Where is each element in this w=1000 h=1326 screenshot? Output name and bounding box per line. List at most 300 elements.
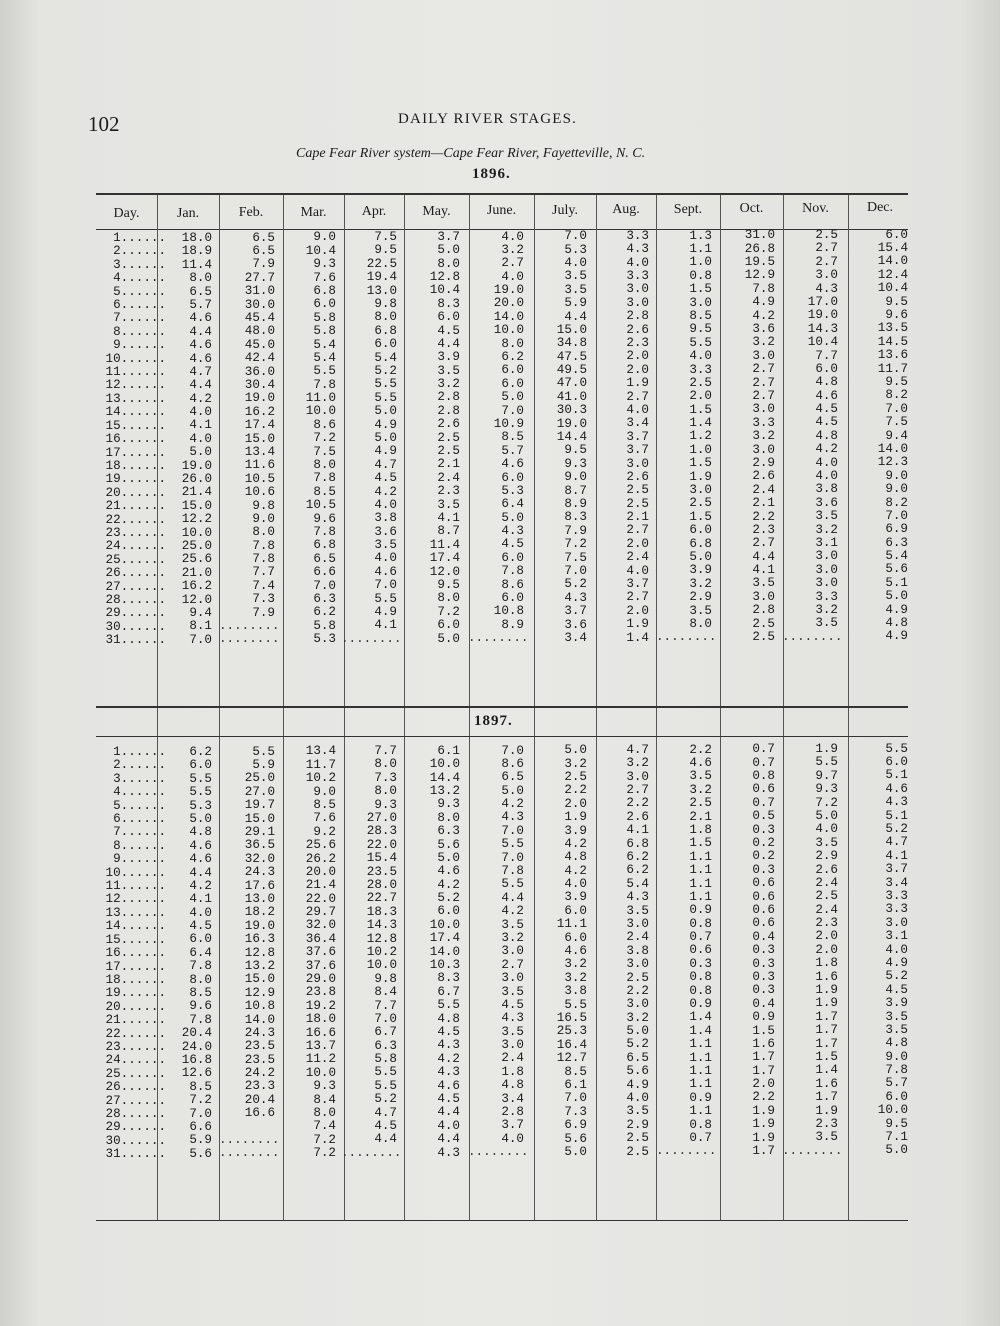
stage-cell: 3.3 bbox=[626, 269, 649, 284]
stage-cell: 14.5 bbox=[877, 334, 908, 349]
year-1896-heading: 1896. bbox=[472, 166, 511, 182]
stage-cell: 12.3 bbox=[877, 455, 908, 470]
stage-cell: 8.2 bbox=[885, 388, 908, 403]
stage-cell: 1.6 bbox=[815, 969, 838, 984]
stage-cell: 4.8 bbox=[189, 825, 212, 840]
month-column bbox=[593, 744, 649, 1159]
stage-cell: 4.2 bbox=[189, 878, 212, 893]
stage-cell: 1.9 bbox=[815, 983, 838, 998]
stage-cell: 2.9 bbox=[626, 1117, 649, 1132]
stage-cell: 7.2 bbox=[564, 537, 587, 552]
stage-cell: 1.4 bbox=[689, 1010, 712, 1025]
stage-cell: 4.2 bbox=[564, 863, 587, 878]
stage-cell: 25.3 bbox=[556, 1024, 587, 1039]
stage-cell: 5.5 bbox=[815, 755, 838, 770]
stage-cell: 1.9 bbox=[815, 742, 838, 756]
stage-cell: 8.6 bbox=[313, 417, 336, 432]
stage-cell: 10.9 bbox=[493, 416, 524, 431]
stage-cell: 3.4 bbox=[885, 875, 908, 890]
stage-cell: 5.2 bbox=[626, 1037, 649, 1052]
stage-cell: 6.0 bbox=[189, 758, 212, 773]
stage-cell: 6.0 bbox=[815, 361, 838, 376]
stage-cell: 10.8 bbox=[244, 999, 275, 1014]
stage-cell: 2.5 bbox=[815, 889, 838, 904]
day-label: 14...... bbox=[98, 919, 167, 934]
stage-cell: 7.0 bbox=[313, 578, 336, 593]
day-label: 30...... bbox=[98, 619, 167, 634]
stage-cell: 4.5 bbox=[501, 537, 524, 552]
stage-cell: 4.9 bbox=[374, 605, 397, 620]
stage-cell: 3.9 bbox=[689, 563, 712, 578]
stage-cell: 41.0 bbox=[556, 389, 587, 404]
stage-cell: 2.3 bbox=[752, 522, 775, 537]
stage-cell: 7.8 bbox=[313, 471, 336, 486]
stage-cell: 2.1 bbox=[752, 496, 775, 511]
stage-cell: 4.5 bbox=[885, 982, 908, 997]
stage-cell: 9.5 bbox=[885, 1116, 908, 1131]
stage-cell: 0.2 bbox=[752, 849, 775, 864]
stage-cell: 15.0 bbox=[244, 811, 275, 826]
stage-cell: 8.5 bbox=[189, 1079, 212, 1094]
stage-cell: 5.0 bbox=[501, 783, 524, 798]
stage-cell: 9.3 bbox=[815, 782, 838, 797]
stage-cell: 12.8 bbox=[366, 931, 397, 946]
day-label: 12...... bbox=[98, 892, 167, 907]
stage-cell: 6.0 bbox=[501, 550, 524, 565]
day-label: 2...... bbox=[98, 244, 167, 259]
stage-cell: 6.0 bbox=[885, 227, 908, 242]
stage-cell: 8.0 bbox=[437, 256, 460, 271]
stage-cell: 5.0 bbox=[885, 589, 908, 604]
stage-cell: 4.0 bbox=[501, 229, 524, 244]
stage-cell: 4.6 bbox=[374, 564, 397, 579]
stage-cell: 5.0 bbox=[564, 1144, 587, 1159]
stage-cell: 4.2 bbox=[752, 308, 775, 323]
stage-cell: 3.5 bbox=[752, 576, 775, 591]
stage-cell: 11.4 bbox=[429, 537, 460, 552]
stage-cell: 1.1 bbox=[689, 889, 712, 904]
header-jan: Jan. bbox=[176, 205, 200, 221]
stage-cell: 37.6 bbox=[305, 958, 336, 973]
stage-cell: 3.0 bbox=[885, 915, 908, 930]
month-column bbox=[404, 231, 460, 646]
stage-cell: 3.0 bbox=[815, 562, 838, 577]
stage-cell: 3.6 bbox=[374, 524, 397, 539]
stage-cell: 19.0 bbox=[244, 918, 275, 933]
stage-cell: 4.6 bbox=[885, 781, 908, 796]
stage-cell: 6.5 bbox=[252, 230, 275, 245]
month-column bbox=[531, 230, 587, 645]
stage-cell: 4.5 bbox=[437, 323, 460, 338]
stage-cell: 5.4 bbox=[313, 337, 336, 352]
stage-cell: 7.2 bbox=[815, 795, 838, 810]
stage-cell: 4.9 bbox=[374, 417, 397, 432]
stage-cell: 4.5 bbox=[374, 471, 397, 486]
stage-cell: 1.5 bbox=[752, 1023, 775, 1038]
stage-cell: 34.8 bbox=[556, 336, 587, 351]
stage-cell: 2.2 bbox=[752, 509, 775, 524]
stage-cell: 1.9 bbox=[752, 1103, 775, 1118]
stage-cell: 4.3 bbox=[437, 1038, 460, 1053]
stage-cell: 0.7 bbox=[752, 795, 775, 810]
stage-cell: 19.0 bbox=[807, 308, 838, 323]
stage-cell: 2.7 bbox=[626, 783, 649, 798]
header-mar: Mar. bbox=[300, 204, 327, 220]
stage-cell: 4.6 bbox=[189, 338, 212, 353]
stage-cell: 5.4 bbox=[626, 876, 649, 891]
stage-cell: 17.4 bbox=[244, 418, 275, 433]
day-label: 20...... bbox=[98, 485, 167, 500]
day-label: 18...... bbox=[98, 972, 167, 987]
stage-cell: 2.3 bbox=[626, 336, 649, 351]
stage-cell: 3.5 bbox=[626, 903, 649, 918]
stage-cell: 4.0 bbox=[626, 402, 649, 417]
stage-cell: 2.4 bbox=[815, 875, 838, 890]
day-label: 7...... bbox=[98, 825, 167, 840]
stage-cell: 4.6 bbox=[564, 944, 587, 959]
stage-cell: 2.0 bbox=[815, 942, 838, 957]
stage-cell: 4.3 bbox=[885, 795, 908, 810]
stage-cell: 4.7 bbox=[374, 1105, 397, 1120]
stage-cell: 4.4 bbox=[437, 1132, 460, 1147]
stage-cell: 3.6 bbox=[752, 322, 775, 337]
stage-cell: 4.8 bbox=[564, 850, 587, 865]
stage-cell: 7.9 bbox=[252, 257, 275, 272]
stage-cell: 4.8 bbox=[437, 1011, 460, 1026]
stage-cell: 5.5 bbox=[313, 364, 336, 379]
stage-cell: 9.8 bbox=[252, 498, 275, 513]
stage-cell: 8.7 bbox=[437, 524, 460, 539]
stage-cell: 5.5 bbox=[374, 1065, 397, 1080]
stage-cell: 11.7 bbox=[877, 361, 908, 376]
stage-cell: 4.0 bbox=[501, 1131, 524, 1146]
stage-cell: 4.6 bbox=[689, 755, 712, 770]
stage-cell: 2.0 bbox=[815, 929, 838, 944]
stage-cell: 7.0 bbox=[564, 229, 587, 244]
stage-cell: 5.9 bbox=[564, 296, 587, 311]
stage-cell: 1.5 bbox=[689, 456, 712, 471]
stage-cell: 4.4 bbox=[501, 890, 524, 905]
stage-cell: 6.3 bbox=[374, 1038, 397, 1053]
stage-cell: 9.6 bbox=[189, 999, 212, 1014]
month-column bbox=[219, 744, 280, 1161]
header-oct: Oct. bbox=[739, 201, 764, 216]
stage-cell: 6.0 bbox=[564, 930, 587, 945]
stage-cell: 2.7 bbox=[752, 388, 775, 403]
stage-cell: 4.1 bbox=[626, 823, 649, 838]
stage-cell: 7.0 bbox=[189, 632, 212, 647]
day-label: 2...... bbox=[98, 758, 167, 773]
stage-cell: 19.0 bbox=[244, 391, 275, 406]
stage-cell: 19.0 bbox=[556, 416, 587, 431]
month-column bbox=[280, 231, 336, 646]
stage-cell: 6.4 bbox=[501, 497, 524, 512]
stage-cell: 4.5 bbox=[374, 1119, 397, 1134]
stage-cell: 7.5 bbox=[564, 550, 587, 565]
stage-cell: 47.0 bbox=[556, 376, 587, 391]
stage-cell: 3.0 bbox=[815, 268, 838, 283]
stage-cell: 0.6 bbox=[752, 782, 775, 797]
stage-cell: 11.4 bbox=[181, 257, 212, 272]
stage-cell: 5.8 bbox=[313, 310, 336, 325]
stage-cell: 5.5 bbox=[374, 377, 397, 392]
stage-cell: 4.4 bbox=[437, 1105, 460, 1120]
stage-cell: 16.2 bbox=[181, 579, 212, 594]
stage-cell: 5.5 bbox=[374, 591, 397, 606]
stage-cell: 20.4 bbox=[244, 1092, 275, 1107]
stage-cell: 2.6 bbox=[437, 417, 460, 432]
stage-cell: 48.0 bbox=[244, 324, 275, 339]
stage-cell: 4.2 bbox=[501, 797, 524, 812]
stage-cell: 4.1 bbox=[752, 563, 775, 578]
stage-cell: 2.5 bbox=[626, 970, 649, 985]
header-july: July. bbox=[552, 202, 578, 218]
stage-cell: 2.0 bbox=[564, 796, 587, 811]
stage-cell: 4.1 bbox=[437, 511, 460, 525]
stage-cell: 7.3 bbox=[564, 1104, 587, 1119]
stage-cell: 3.8 bbox=[815, 482, 838, 497]
stage-cell: 3.7 bbox=[564, 604, 587, 619]
stage-cell: 4.3 bbox=[815, 281, 838, 296]
stage-cell: 7.5 bbox=[374, 230, 397, 245]
stage-cell: 3.0 bbox=[626, 769, 649, 784]
stage-cell: 7.5 bbox=[313, 444, 336, 459]
stage-cell: 4.6 bbox=[189, 351, 212, 366]
stage-cell: 1.0 bbox=[689, 442, 712, 457]
month-column bbox=[782, 228, 843, 644]
stage-cell: 8.4 bbox=[374, 985, 397, 1000]
stage-cell: 4.2 bbox=[374, 484, 397, 499]
stage-cell: 4.0 bbox=[626, 1091, 649, 1106]
running-head: DAILY RIVER STAGES. bbox=[398, 111, 578, 127]
stage-cell: 0.8 bbox=[689, 983, 712, 998]
stage-cell: 4.9 bbox=[885, 955, 908, 970]
stage-cell: 2.4 bbox=[626, 930, 649, 945]
day-label: 8...... bbox=[98, 838, 167, 853]
stage-cell: 7.2 bbox=[313, 1146, 336, 1161]
stage-cell: 10.5 bbox=[305, 498, 336, 513]
stage-cell: 10.0 bbox=[305, 404, 336, 419]
stage-cell: 5.5 bbox=[689, 335, 712, 350]
stage-cell: 2.8 bbox=[752, 603, 775, 618]
day-label: 24...... bbox=[98, 1053, 167, 1068]
stage-cell: 0.4 bbox=[752, 996, 775, 1011]
stage-cell: 3.0 bbox=[626, 997, 649, 1012]
stage-cell: 1.1 bbox=[689, 241, 712, 256]
stage-cell: 3.8 bbox=[374, 511, 397, 526]
stage-cell: 4.5 bbox=[501, 997, 524, 1012]
month-column bbox=[782, 742, 843, 1158]
stage-cell: 5.5 bbox=[437, 998, 460, 1013]
day-label: 21...... bbox=[98, 1013, 167, 1028]
stage-cell: 9.5 bbox=[564, 443, 587, 458]
stage-cell: 9.0 bbox=[252, 511, 275, 526]
stage-cell: 3.2 bbox=[501, 242, 524, 257]
stage-cell: 22.5 bbox=[366, 256, 397, 271]
stage-cell: 5.5 bbox=[885, 741, 908, 756]
stage-cell: 4.8 bbox=[501, 1078, 524, 1093]
stage-cell: 16.3 bbox=[244, 932, 275, 947]
stage-cell: 4.6 bbox=[437, 864, 460, 879]
stage-cell: 1.9 bbox=[689, 469, 712, 484]
stage-cell: 2.8 bbox=[626, 309, 649, 324]
day-label: 4...... bbox=[98, 785, 167, 800]
stage-cell: 3.5 bbox=[689, 603, 712, 618]
month-column bbox=[852, 743, 908, 1158]
stage-cell: 5.6 bbox=[885, 562, 908, 577]
stage-cell: ........ bbox=[341, 1145, 402, 1160]
stage-cell: 2.2 bbox=[752, 1090, 775, 1105]
stage-cell: 3.0 bbox=[501, 971, 524, 986]
day-label: 24...... bbox=[98, 539, 167, 554]
stage-cell: 36.5 bbox=[244, 838, 275, 853]
stage-cell: 3.2 bbox=[564, 957, 587, 972]
stage-cell: 5.1 bbox=[885, 768, 908, 783]
stage-cell: 1.0 bbox=[689, 255, 712, 270]
month-column bbox=[280, 745, 336, 1160]
stage-cell: 4.5 bbox=[815, 402, 838, 417]
stage-cell: 9.0 bbox=[564, 470, 587, 485]
header-apr: Apr. bbox=[361, 204, 387, 219]
stage-cell: 2.5 bbox=[564, 769, 587, 784]
stage-cell: 3.1 bbox=[885, 929, 908, 944]
stage-cell: 7.5 bbox=[885, 415, 908, 430]
stage-cell: 10.4 bbox=[305, 243, 336, 258]
stage-cell: 10.8 bbox=[493, 604, 524, 619]
stage-cell: 2.5 bbox=[689, 496, 712, 511]
stage-cell: 1.9 bbox=[752, 1117, 775, 1132]
stage-cell: 19.0 bbox=[493, 283, 524, 298]
stage-cell: 6.0 bbox=[501, 591, 524, 606]
stage-cell: 8.0 bbox=[313, 458, 336, 473]
stage-cell: 1.4 bbox=[626, 630, 649, 645]
stage-cell: 4.0 bbox=[815, 455, 838, 470]
month-column bbox=[404, 745, 460, 1160]
stage-cell: 8.0 bbox=[374, 757, 397, 772]
stage-cell: 13.2 bbox=[244, 958, 275, 973]
stage-cell: 9.6 bbox=[885, 308, 908, 323]
stage-cell: 22.7 bbox=[366, 891, 397, 906]
stage-cell: 0.9 bbox=[689, 997, 712, 1012]
stage-cell: 7.0 bbox=[885, 401, 908, 416]
stage-cell: 3.5 bbox=[501, 984, 524, 999]
stage-cell: 7.8 bbox=[752, 281, 775, 296]
stage-cell: 1.7 bbox=[752, 1144, 775, 1159]
stage-cell: 7.2 bbox=[313, 1132, 336, 1147]
day-label: 9...... bbox=[98, 852, 167, 867]
stage-cell: 9.0 bbox=[885, 1049, 908, 1064]
stage-cell: 4.4 bbox=[564, 309, 587, 324]
month-column bbox=[719, 229, 775, 644]
stage-cell: 2.5 bbox=[437, 430, 460, 445]
stage-cell: 7.8 bbox=[252, 552, 275, 567]
stage-cell: 6.8 bbox=[626, 836, 649, 851]
stage-cell: 1.5 bbox=[689, 402, 712, 417]
stage-cell: 2.2 bbox=[626, 796, 649, 811]
stage-cell: 4.6 bbox=[189, 311, 212, 326]
stage-cell: 16.6 bbox=[305, 1025, 336, 1040]
stage-cell: 5.3 bbox=[501, 483, 524, 498]
stage-cell: ........ bbox=[219, 632, 280, 647]
stage-cell: 3.5 bbox=[374, 538, 397, 553]
stage-cell: 4.0 bbox=[815, 822, 838, 837]
stage-cell: 3.1 bbox=[815, 535, 838, 550]
stage-cell: 5.0 bbox=[626, 1024, 649, 1039]
stage-cell: 8.2 bbox=[885, 495, 908, 510]
stage-cell: 5.4 bbox=[374, 350, 397, 365]
stage-cell: 4.2 bbox=[437, 1051, 460, 1066]
stage-cell: 10.0 bbox=[877, 1103, 908, 1118]
stage-cell: 2.4 bbox=[815, 902, 838, 917]
day-label: 28...... bbox=[98, 592, 167, 607]
stage-cell: 3.2 bbox=[815, 602, 838, 617]
stage-cell: 5.2 bbox=[374, 364, 397, 378]
stage-cell: 30.3 bbox=[556, 403, 587, 418]
stage-cell: 7.9 bbox=[564, 523, 587, 538]
stage-cell: 2.4 bbox=[752, 482, 775, 497]
stage-cell: 28.0 bbox=[366, 878, 397, 892]
stage-cell: 2.2 bbox=[689, 742, 712, 757]
stage-cell: 6.5 bbox=[252, 244, 275, 259]
stage-cell: 3.0 bbox=[626, 456, 649, 471]
stage-cell: 5.6 bbox=[564, 1131, 587, 1146]
stage-cell: 29.0 bbox=[305, 972, 336, 987]
stage-cell: 1.9 bbox=[626, 376, 649, 391]
stage-cell: 42.4 bbox=[244, 351, 275, 366]
stage-cell: 2.7 bbox=[752, 362, 775, 377]
month-column bbox=[156, 746, 212, 1161]
stage-cell: 5.5 bbox=[189, 785, 212, 800]
stage-cell: 5.0 bbox=[374, 430, 397, 445]
stage-cell: ........ bbox=[782, 629, 843, 644]
stage-cell: 0.4 bbox=[752, 929, 775, 944]
stage-cell: 2.1 bbox=[626, 510, 649, 525]
stage-cell: 1.7 bbox=[815, 1090, 838, 1105]
stage-cell: 3.0 bbox=[689, 483, 712, 498]
stage-cell: 2.5 bbox=[689, 796, 712, 811]
stage-cell: 2.5 bbox=[689, 375, 712, 390]
stage-cell: 7.9 bbox=[252, 605, 275, 620]
stage-cell: 3.5 bbox=[815, 509, 838, 524]
stage-cell: 15.0 bbox=[181, 498, 212, 513]
stage-cell: 5.8 bbox=[313, 324, 336, 339]
stage-cell: 5.3 bbox=[189, 798, 212, 813]
stage-cell: 6.0 bbox=[374, 337, 397, 352]
stage-cell: 0.7 bbox=[752, 742, 775, 757]
stage-cell: 36.4 bbox=[305, 931, 336, 946]
stage-cell: 6.5 bbox=[189, 284, 212, 299]
stage-cell: 6.8 bbox=[313, 283, 336, 298]
stage-cell: 8.5 bbox=[501, 430, 524, 445]
stage-cell: 4.5 bbox=[437, 1025, 460, 1039]
stage-cell: 3.5 bbox=[437, 363, 460, 378]
table-subtitle: Cape Fear River system—Cape Fear River, Fayetteville, N. C. bbox=[296, 146, 646, 161]
stage-cell: 3.6 bbox=[815, 495, 838, 510]
stage-cell: 4.0 bbox=[437, 1118, 460, 1133]
stage-cell: 23.3 bbox=[244, 1079, 275, 1094]
stage-cell: 9.7 bbox=[815, 768, 838, 783]
stage-cell: 4.3 bbox=[437, 1145, 460, 1160]
stage-cell: 25.0 bbox=[181, 538, 212, 553]
stage-cell: 3.3 bbox=[689, 362, 712, 377]
stage-cell: 0.8 bbox=[752, 769, 775, 784]
stage-cell: 7.0 bbox=[564, 563, 587, 578]
stage-cell: 6.0 bbox=[189, 932, 212, 947]
stage-cell: 4.3 bbox=[564, 590, 587, 605]
day-label: 22...... bbox=[98, 512, 167, 527]
stage-cell: 5.1 bbox=[885, 575, 908, 590]
stage-cell: 2.0 bbox=[752, 1077, 775, 1092]
